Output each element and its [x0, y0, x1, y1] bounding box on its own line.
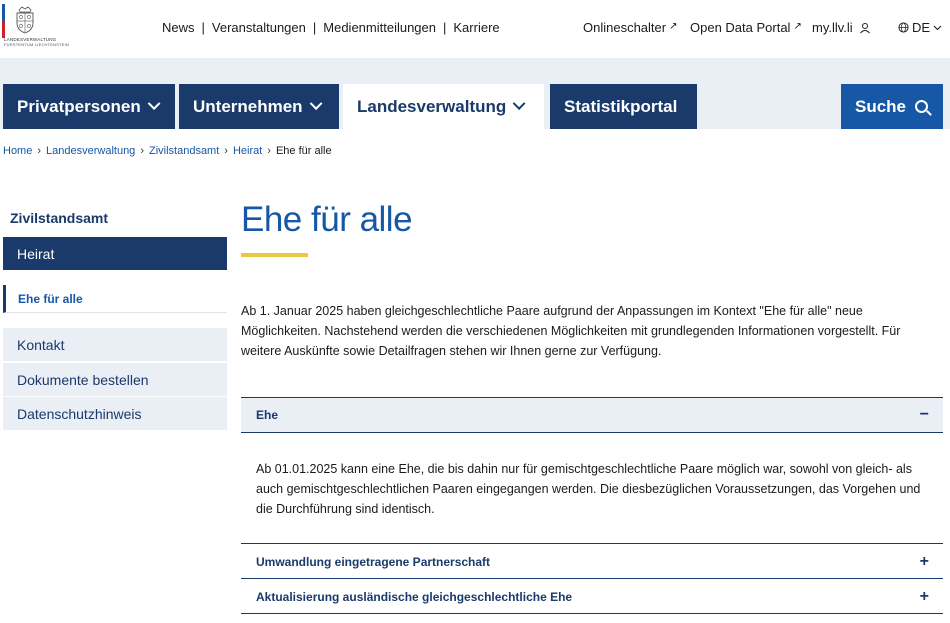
accordion-header-ehe[interactable] [241, 397, 943, 433]
breadcrumb-zivilstandsamt[interactable]: Zivilstandsamt [148, 145, 220, 157]
sidebar-item-label: Datenschutzhinweis [17, 405, 142, 422]
user-icon [859, 22, 871, 34]
chevron-right-icon: › [267, 145, 271, 157]
language-label: DE [912, 20, 931, 35]
chevron-right-icon: › [224, 145, 228, 157]
chevron-right-icon: › [37, 145, 42, 157]
open-data-link[interactable] [690, 20, 802, 35]
sidebar-item-label: Dokumente bestellen [17, 371, 149, 388]
sidebar-item-label: Kontakt [17, 336, 65, 353]
globe-icon [898, 22, 909, 33]
sidebar-item-kontakt[interactable] [3, 328, 227, 361]
accordion-title: Ehe [256, 408, 279, 422]
nav-label: Statistikportal [564, 96, 678, 116]
sidebar-subitem-ehe-fuer-alle[interactable] [3, 285, 227, 313]
divider: | [443, 20, 447, 35]
accordion-header-aktualisierung[interactable] [241, 578, 943, 614]
flag-stripe [2, 4, 5, 38]
top-link-karriere[interactable]: Karriere [453, 20, 500, 35]
top-link-news[interactable]: News [162, 20, 195, 35]
mylv-label: my.llv.li [812, 20, 853, 35]
accordion-body-ehe: Ab 01.01.2025 kann eine Ehe, die bis dahin nur für gemischtgeschlechtliche Paare möglich war, sowohl von gleich- als auch gemischtgeschlechtlichen Paaren eingegangen werden. Die diesbezüglichen Voraussetzungen, das Vorgehen und die Durchführung sind identisch. [256, 462, 921, 516]
minus-icon: − [919, 406, 929, 423]
sidebar-item-datenschutz[interactable] [3, 397, 227, 430]
divider: | [312, 20, 317, 35]
onlineschalter-label: Onlineschalter [583, 20, 667, 35]
title-underline [241, 253, 308, 257]
breadcrumb-heirat[interactable]: Heirat [232, 145, 263, 157]
breadcrumb-current: Ehe für alle [275, 145, 332, 157]
accordion-title: Umwandlung eingetragene Partnerschaft [256, 554, 491, 569]
plus-icon: + [919, 552, 929, 570]
nav-landesverwaltung[interactable] [343, 84, 544, 129]
page-title: Ehe für alle [241, 200, 413, 239]
accordion-title: Aktualisierung ausländische gleichgeschlechtliche Ehe [256, 589, 573, 604]
sidebar-item-dokumente[interactable] [3, 363, 227, 396]
chevron-down-icon [933, 25, 942, 31]
nav-statistikportal[interactable] [550, 84, 697, 129]
nav-label: Landesverwaltung [357, 96, 507, 116]
nav-label: Unternehmen [193, 96, 303, 116]
nav-unternehmen[interactable] [179, 84, 339, 129]
breadcrumb-landesverwaltung[interactable]: Landesverwaltung [46, 145, 136, 157]
top-links [162, 20, 500, 35]
external-link-icon: ↗ [793, 21, 802, 32]
site-logo[interactable] [2, 2, 70, 50]
search-button[interactable] [841, 84, 943, 129]
sidebar-item-heirat[interactable] [3, 237, 227, 270]
sidebar-section-title[interactable]: Zivilstandsamt [10, 210, 109, 226]
top-bar [0, 0, 950, 58]
open-data-label: Open Data Portal [690, 20, 791, 35]
plus-icon: + [919, 587, 929, 605]
search-icon [915, 100, 928, 113]
logo-text: LANDESVERWALTUNG [4, 37, 57, 42]
breadcrumb-home[interactable]: Home [3, 145, 33, 157]
intro-paragraph: Ab 1. Januar 2025 haben gleichgeschlechtliche Paare aufgrund der Anpassungen im Kontext "Ehe für alle" neue Möglichkeiten. Nachstehend werden die verschiedenen Möglichkeiten mit grundlegenden Informationen vorgestellt. Für weitere Auskünfte sowie Detailfragen stehen wir Ihnen gerne zur Verfügung. [241, 304, 901, 358]
logo-subtext: FÜRSTENTUM LIECHTENSTEIN [4, 42, 70, 47]
accordion-header-umwandlung[interactable] [241, 543, 943, 579]
external-link-icon: ↗ [669, 21, 678, 32]
divider: | [201, 20, 205, 35]
top-link-veranstaltungen[interactable]: Veranstaltungen [211, 20, 306, 35]
breadcrumb [3, 145, 332, 157]
sidebar-item-label: Ehe für alle [18, 291, 83, 306]
language-selector[interactable] [898, 20, 942, 35]
chevron-down-icon [513, 97, 526, 110]
chevron-down-icon [147, 97, 160, 110]
nav-privatpersonen[interactable] [3, 84, 175, 129]
onlineschalter-link[interactable] [583, 20, 678, 35]
mylv-link[interactable] [812, 20, 871, 35]
divider [241, 613, 943, 614]
chevron-down-icon [309, 97, 322, 110]
search-label: Suche [855, 96, 907, 116]
top-link-medienmitteilungen[interactable]: Medienmitteilungen [323, 20, 436, 35]
sidebar-item-label: Heirat [17, 245, 55, 262]
chevron-right-icon: › [140, 145, 144, 157]
coat-of-arms-icon [12, 6, 38, 34]
nav-label: Privatpersonen [17, 96, 141, 116]
